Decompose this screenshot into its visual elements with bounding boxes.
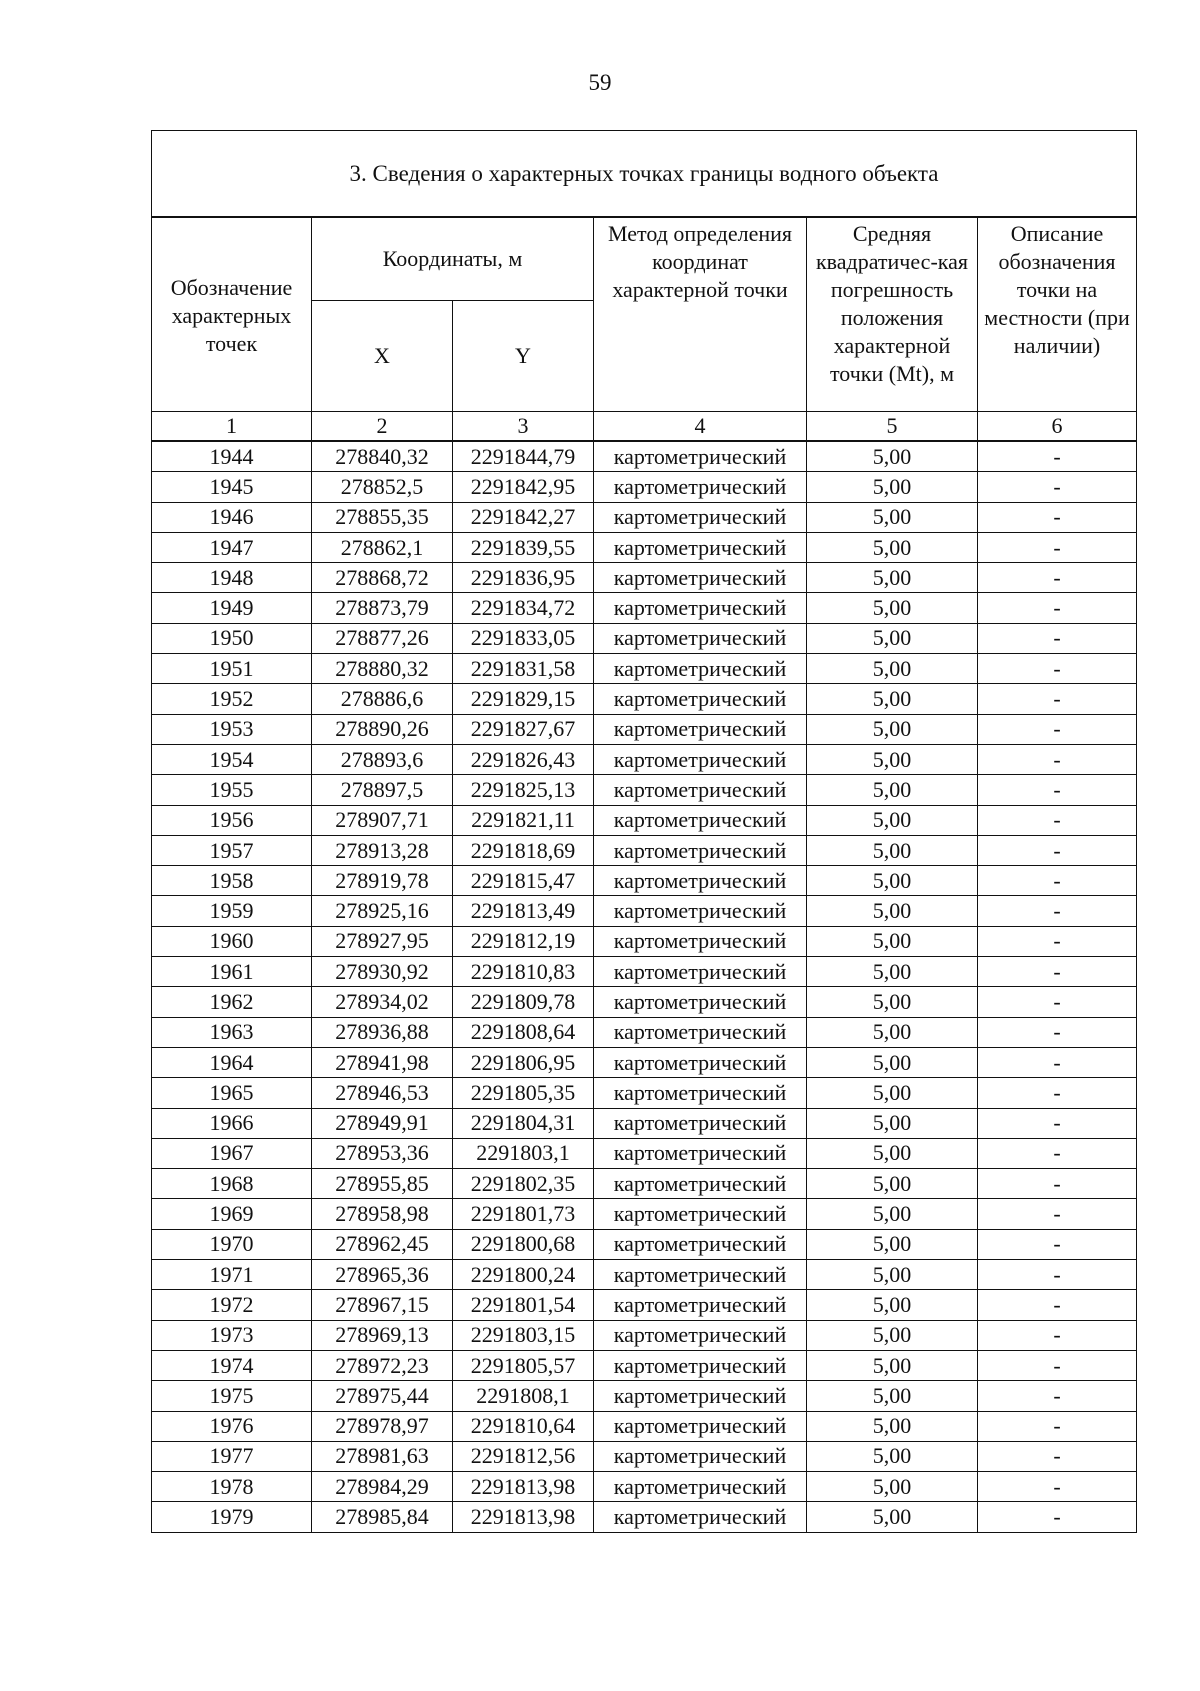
description-cell: - [978,1199,1137,1229]
error-cell: 5,00 [807,866,978,896]
table-row [152,926,1137,956]
description-cell: - [978,1381,1137,1411]
y-coordinate-cell: 2291808,64 [453,1017,594,1047]
table-row [152,835,1137,865]
error-cell: 5,00 [807,1199,978,1229]
point-id-cell: 1971 [152,1260,312,1290]
point-id-cell: 1952 [152,684,312,714]
x-coordinate-cell: 278984,29 [312,1472,453,1502]
point-id-cell: 1979 [152,1502,312,1532]
x-coordinate-cell: 278880,32 [312,654,453,684]
table-row [152,1108,1137,1138]
method-cell: картометрический [594,1441,807,1471]
column-number: 6 [978,412,1137,442]
y-coordinate-cell: 2291800,24 [453,1260,594,1290]
description-cell: - [978,1320,1137,1350]
header-coordinates: Координаты, м [312,217,594,301]
table-row [152,1381,1137,1411]
column-number: 4 [594,412,807,442]
point-id-cell: 1968 [152,1169,312,1199]
method-cell: картометрический [594,1411,807,1441]
table-row [152,1078,1137,1108]
y-coordinate-cell: 2291842,95 [453,472,594,502]
header-y: Y [453,301,594,412]
x-coordinate-cell: 278941,98 [312,1047,453,1077]
error-cell: 5,00 [807,957,978,987]
point-id-cell: 1965 [152,1078,312,1108]
point-id-cell: 1957 [152,835,312,865]
point-id-cell: 1948 [152,563,312,593]
x-coordinate-cell: 278919,78 [312,866,453,896]
method-cell: картометрический [594,1047,807,1077]
method-cell: картометрический [594,1108,807,1138]
error-cell: 5,00 [807,926,978,956]
x-coordinate-cell: 278958,98 [312,1199,453,1229]
point-id-cell: 1949 [152,593,312,623]
description-cell: - [978,775,1137,805]
method-cell: картометрический [594,775,807,805]
point-id-cell: 1944 [152,441,312,472]
method-cell: картометрический [594,744,807,774]
error-cell: 5,00 [807,1260,978,1290]
x-coordinate-cell: 278840,32 [312,441,453,472]
column-number-row [152,412,1137,442]
error-cell: 5,00 [807,1381,978,1411]
table-row [152,441,1137,472]
point-id-cell: 1969 [152,1199,312,1229]
column-number: 1 [152,412,312,442]
x-coordinate-cell: 278981,63 [312,1441,453,1471]
y-coordinate-cell: 2291812,19 [453,926,594,956]
table-row [152,1502,1137,1532]
description-cell: - [978,623,1137,653]
error-cell: 5,00 [807,1441,978,1471]
method-cell: картометрический [594,563,807,593]
error-cell: 5,00 [807,623,978,653]
error-cell: 5,00 [807,1138,978,1168]
y-coordinate-cell: 2291805,57 [453,1350,594,1380]
method-cell: картометрический [594,1381,807,1411]
y-coordinate-cell: 2291826,43 [453,744,594,774]
description-cell: - [978,472,1137,502]
y-coordinate-cell: 2291810,83 [453,957,594,987]
point-id-cell: 1964 [152,1047,312,1077]
method-cell: картометрический [594,502,807,532]
description-cell: - [978,1017,1137,1047]
table-row [152,1017,1137,1047]
description-cell: - [978,1108,1137,1138]
method-cell: картометрический [594,1138,807,1168]
column-number: 2 [312,412,453,442]
description-cell: - [978,1502,1137,1532]
description-cell: - [978,1169,1137,1199]
y-coordinate-cell: 2291825,13 [453,775,594,805]
table-row [152,1441,1137,1471]
description-cell: - [978,1138,1137,1168]
x-coordinate-cell: 278927,95 [312,926,453,956]
table-row [152,532,1137,562]
description-cell: - [978,1290,1137,1320]
page-number: 59 [588,70,612,95]
method-cell: картометрический [594,1502,807,1532]
x-coordinate-cell: 278936,88 [312,1017,453,1047]
error-cell: 5,00 [807,805,978,835]
table-row [152,1350,1137,1380]
point-id-cell: 1978 [152,1472,312,1502]
description-cell: - [978,805,1137,835]
x-coordinate-cell: 278873,79 [312,593,453,623]
y-coordinate-cell: 2291801,54 [453,1290,594,1320]
description-cell: - [978,714,1137,744]
error-cell: 5,00 [807,744,978,774]
header-error: Средняя квадратичес-кая погрешность положения характерной точки (Mt), м [807,217,978,412]
table-row [152,563,1137,593]
point-id-cell: 1959 [152,896,312,926]
description-cell: - [978,1411,1137,1441]
y-coordinate-cell: 2291818,69 [453,835,594,865]
y-coordinate-cell: 2291815,47 [453,866,594,896]
method-cell: картометрический [594,1169,807,1199]
error-cell: 5,00 [807,563,978,593]
point-id-cell: 1955 [152,775,312,805]
y-coordinate-cell: 2291829,15 [453,684,594,714]
y-coordinate-cell: 2291833,05 [453,623,594,653]
table-row [152,1169,1137,1199]
x-coordinate-cell: 278972,23 [312,1350,453,1380]
description-cell: - [978,926,1137,956]
y-coordinate-cell: 2291839,55 [453,532,594,562]
x-coordinate-cell: 278946,53 [312,1078,453,1108]
table-row [152,1411,1137,1441]
y-coordinate-cell: 2291842,27 [453,502,594,532]
x-coordinate-cell: 278897,5 [312,775,453,805]
table-row [152,1199,1137,1229]
y-coordinate-cell: 2291813,49 [453,896,594,926]
description-cell: - [978,896,1137,926]
header-description: Описание обозначения точки на местности (при наличии) [978,217,1137,412]
table-row [152,744,1137,774]
point-id-cell: 1960 [152,926,312,956]
table-row [152,593,1137,623]
table-row [152,502,1137,532]
table-row [152,654,1137,684]
y-coordinate-cell: 2291831,58 [453,654,594,684]
y-coordinate-cell: 2291805,35 [453,1078,594,1108]
description-cell: - [978,744,1137,774]
error-cell: 5,00 [807,472,978,502]
description-cell: - [978,1047,1137,1077]
y-coordinate-cell: 2291809,78 [453,987,594,1017]
table-row [152,1320,1137,1350]
table-row [152,1229,1137,1259]
error-cell: 5,00 [807,896,978,926]
error-cell: 5,00 [807,684,978,714]
error-cell: 5,00 [807,987,978,1017]
x-coordinate-cell: 278934,02 [312,987,453,1017]
point-id-cell: 1961 [152,957,312,987]
point-id-cell: 1962 [152,987,312,1017]
description-cell: - [978,532,1137,562]
method-cell: картометрический [594,1320,807,1350]
y-coordinate-cell: 2291802,35 [453,1169,594,1199]
point-id-cell: 1946 [152,502,312,532]
table-header-row-top [152,217,1137,301]
method-cell: картометрический [594,866,807,896]
table-row [152,1138,1137,1168]
error-cell: 5,00 [807,1047,978,1077]
method-cell: картометрический [594,926,807,956]
table-row [152,805,1137,835]
description-cell: - [978,1472,1137,1502]
error-cell: 5,00 [807,1017,978,1047]
y-coordinate-cell: 2291834,72 [453,593,594,623]
x-coordinate-cell: 278855,35 [312,502,453,532]
table-row [152,957,1137,987]
method-cell: картометрический [594,654,807,684]
x-coordinate-cell: 278967,15 [312,1290,453,1320]
column-number: 3 [453,412,594,442]
y-coordinate-cell: 2291804,31 [453,1108,594,1138]
table-row [152,623,1137,653]
method-cell: картометрический [594,593,807,623]
x-coordinate-cell: 278953,36 [312,1138,453,1168]
point-id-cell: 1950 [152,623,312,653]
description-cell: - [978,502,1137,532]
y-coordinate-cell: 2291827,67 [453,714,594,744]
table-row [152,987,1137,1017]
table-row [152,775,1137,805]
point-id-cell: 1963 [152,1017,312,1047]
y-coordinate-cell: 2291803,1 [453,1138,594,1168]
header-x: X [312,301,453,412]
error-cell: 5,00 [807,1350,978,1380]
error-cell: 5,00 [807,1320,978,1350]
method-cell: картометрический [594,684,807,714]
x-coordinate-cell: 278985,84 [312,1502,453,1532]
method-cell: картометрический [594,714,807,744]
y-coordinate-cell: 2291844,79 [453,441,594,472]
table-title-row [152,131,1137,218]
y-coordinate-cell: 2291821,11 [453,805,594,835]
description-cell: - [978,1078,1137,1108]
error-cell: 5,00 [807,1169,978,1199]
method-cell: картометрический [594,987,807,1017]
method-cell: картометрический [594,1472,807,1502]
error-cell: 5,00 [807,714,978,744]
method-cell: картометрический [594,1199,807,1229]
table-row [152,1290,1137,1320]
error-cell: 5,00 [807,1078,978,1108]
method-cell: картометрический [594,1017,807,1047]
y-coordinate-cell: 2291810,64 [453,1411,594,1441]
y-coordinate-cell: 2291808,1 [453,1381,594,1411]
description-cell: - [978,1441,1137,1471]
x-coordinate-cell: 278907,71 [312,805,453,835]
table-row [152,684,1137,714]
header-point-designation: Обозначение характерных точек [152,217,312,412]
error-cell: 5,00 [807,775,978,805]
method-cell: картометрический [594,957,807,987]
point-id-cell: 1975 [152,1381,312,1411]
point-id-cell: 1951 [152,654,312,684]
y-coordinate-cell: 2291813,98 [453,1502,594,1532]
error-cell: 5,00 [807,1108,978,1138]
table-row [152,1472,1137,1502]
method-cell: картометрический [594,532,807,562]
x-coordinate-cell: 278978,97 [312,1411,453,1441]
table-row [152,1260,1137,1290]
point-id-cell: 1945 [152,472,312,502]
x-coordinate-cell: 278955,85 [312,1169,453,1199]
error-cell: 5,00 [807,502,978,532]
method-cell: картометрический [594,1350,807,1380]
point-id-cell: 1966 [152,1108,312,1138]
y-coordinate-cell: 2291836,95 [453,563,594,593]
point-id-cell: 1976 [152,1411,312,1441]
point-id-cell: 1973 [152,1320,312,1350]
point-id-cell: 1958 [152,866,312,896]
method-cell: картометрический [594,896,807,926]
error-cell: 5,00 [807,1411,978,1441]
y-coordinate-cell: 2291812,56 [453,1441,594,1471]
point-id-cell: 1974 [152,1350,312,1380]
description-cell: - [978,441,1137,472]
error-cell: 5,00 [807,1502,978,1532]
y-coordinate-cell: 2291806,95 [453,1047,594,1077]
point-id-cell: 1954 [152,744,312,774]
description-cell: - [978,1229,1137,1259]
description-cell: - [978,987,1137,1017]
x-coordinate-cell: 278893,6 [312,744,453,774]
point-id-cell: 1967 [152,1138,312,1168]
x-coordinate-cell: 278962,45 [312,1229,453,1259]
description-cell: - [978,593,1137,623]
description-cell: - [978,866,1137,896]
x-coordinate-cell: 278913,28 [312,835,453,865]
error-cell: 5,00 [807,1290,978,1320]
description-cell: - [978,835,1137,865]
method-cell: картометрический [594,835,807,865]
table-row [152,1047,1137,1077]
x-coordinate-cell: 278969,13 [312,1320,453,1350]
points-table-body [152,131,1137,1533]
point-id-cell: 1947 [152,532,312,562]
method-cell: картометрический [594,805,807,835]
method-cell: картометрический [594,1260,807,1290]
point-id-cell: 1972 [152,1290,312,1320]
table-row [152,866,1137,896]
y-coordinate-cell: 2291801,73 [453,1199,594,1229]
x-coordinate-cell: 278925,16 [312,896,453,926]
x-coordinate-cell: 278975,44 [312,1381,453,1411]
point-id-cell: 1956 [152,805,312,835]
y-coordinate-cell: 2291803,15 [453,1320,594,1350]
x-coordinate-cell: 278852,5 [312,472,453,502]
points-table [151,130,1137,1533]
error-cell: 5,00 [807,441,978,472]
x-coordinate-cell: 278862,1 [312,532,453,562]
point-id-cell: 1977 [152,1441,312,1471]
error-cell: 5,00 [807,1229,978,1259]
x-coordinate-cell: 278930,92 [312,957,453,987]
x-coordinate-cell: 278949,91 [312,1108,453,1138]
error-cell: 5,00 [807,835,978,865]
x-coordinate-cell: 278886,6 [312,684,453,714]
description-cell: - [978,957,1137,987]
x-coordinate-cell: 278965,36 [312,1260,453,1290]
table-title: 3. Сведения о характерных точках границы водного объекта [152,131,1137,218]
error-cell: 5,00 [807,593,978,623]
y-coordinate-cell: 2291813,98 [453,1472,594,1502]
method-cell: картометрический [594,441,807,472]
table-row [152,472,1137,502]
header-method: Метод определения координат характерной точки [594,217,807,412]
x-coordinate-cell: 278868,72 [312,563,453,593]
column-number: 5 [807,412,978,442]
description-cell: - [978,563,1137,593]
description-cell: - [978,684,1137,714]
y-coordinate-cell: 2291800,68 [453,1229,594,1259]
method-cell: картометрический [594,1078,807,1108]
error-cell: 5,00 [807,654,978,684]
method-cell: картометрический [594,1290,807,1320]
table-row [152,714,1137,744]
method-cell: картометрический [594,1229,807,1259]
table-row [152,896,1137,926]
error-cell: 5,00 [807,532,978,562]
description-cell: - [978,654,1137,684]
error-cell: 5,00 [807,1472,978,1502]
method-cell: картометрический [594,623,807,653]
x-coordinate-cell: 278890,26 [312,714,453,744]
description-cell: - [978,1260,1137,1290]
point-id-cell: 1953 [152,714,312,744]
method-cell: картометрический [594,472,807,502]
description-cell: - [978,1350,1137,1380]
point-id-cell: 1970 [152,1229,312,1259]
x-coordinate-cell: 278877,26 [312,623,453,653]
